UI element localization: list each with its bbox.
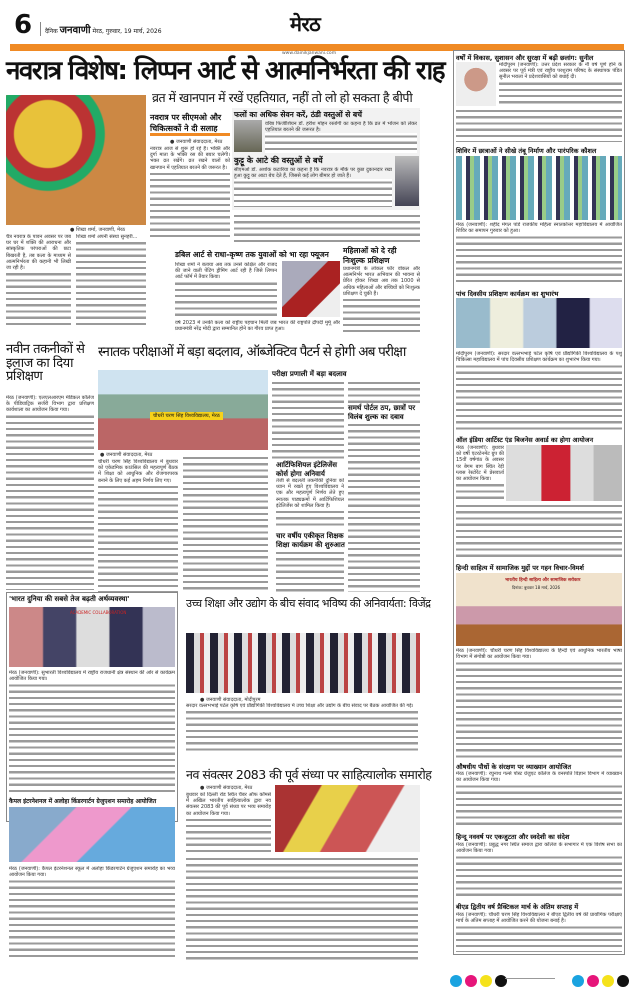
black-mark [617, 975, 629, 987]
magenta-mark [465, 975, 477, 987]
bharat-banner: ACADEMIC COLLABORATION [70, 610, 127, 615]
ucch-byline: ● जनवाणी संवाददाता, मोदीपुरम [200, 697, 261, 703]
exam-col3 [272, 380, 344, 460]
university-photo-label: चौधरी चरण सिंह विश्वविद्यालय, मेरठ [150, 412, 223, 420]
lead-body-col2: शिखा शर्मा अपनी संस्था सुनहरी... [76, 234, 146, 326]
kuttu-headline: कुट्टू के आटे की वस्तुओं से बचें [234, 156, 323, 165]
kids-headline: कैपल इंटरनेशनल में अलोहा किंडरगार्टन ग्रेजुएशन समारोह आयोजित [9, 798, 157, 805]
shivir-photo [456, 156, 622, 220]
samvat-body-2 [186, 856, 418, 961]
panch-photo [456, 298, 622, 348]
artist-photo [282, 261, 340, 317]
kuttu-body: सीएमओ डॉ. अशोक कटारिया का कहना है कि नवरात्र के मौके पर कुछ दुकानदार रखा हुआ कुट्टू का आटा बेच देते हैं, जिससे कई लोग बीमार हो जाते हैं। [234, 167, 392, 207]
kids-body: मेरठ (जनवाणी): कैपल इंटरनेशनल स्कूल में अलोहा किंडरगार्टन ग्रेजुएशन समारोह का भव्य आयोजन किया गया। [9, 866, 175, 961]
award-photo [506, 445, 622, 501]
panch-body: मोदीपुरम (जनवाणी): सरदार वल्लभभाई पटेल कृषि एवं प्रौद्योगिकी विश्वविद्यालय के पशु चिकित्सा महाविद्यालय में पांच दिवसीय प्रशिक्षण कार्यक्रम का शुभारंभ किया गया। [456, 351, 622, 431]
exam-sub-2: आर्टिफिशियल इंटेलिजेंस कोर्स होगा अनिवार्य [276, 461, 337, 478]
samvat-byline: ● जनवाणी संवाददाता, मेरठ [200, 785, 253, 791]
magenta-mark [587, 975, 599, 987]
hindu-body: मेरठ (जनवाणी): प्रबुद्ध नगर स्थित समाज द्वारा कॉलेज के सभागार में एक विशेष सभा का आयोजन किया गया। [456, 842, 622, 900]
bharat-body: मेरठ (जनवाणी): सुभारती विश्वविद्यालय में राष्ट्रीय राजधानी क्षेत्र संस्थान की ओर से कार्यक्रम आयोजित किया गया। [9, 670, 175, 795]
cmo-photo [395, 156, 419, 206]
fusion-tail: वर्ष 2023 में उनकी कला को राष्ट्रीय पहचान मिली जब भारत की राष्ट्रपति द्रौपदी मुर्मू और प्रधानमंत्री नरेंद्र मोदी द्वारा सम्मानित होने का गौरव प्राप्त हुआ। [175, 320, 340, 333]
black-mark [495, 975, 507, 987]
lead-body: चैत्र नवरात्र के पावन अवसर पर जब घर घर में शक्ति की आराधना और सांस्कृतिक परंपराओं की छटा बिखरती है, तब कला के माध्यम से आत्मनिर्भरता की कहानी भी लिखी जा रही है। [6, 234, 71, 326]
lead-headline: नवरात्र विशेष: लिप्पन आर्ट से आत्मनिर्भरता की राह [6, 56, 445, 86]
samvat-photo [275, 785, 420, 852]
hindi-banner-date: दिनांक: बुधवार 18 मार्च, 2026 [512, 585, 561, 590]
ucch-headline: उच्च शिक्षा और उद्योग के बीच संवाद भविष्य की अनिवार्यता: विजेंद्र [186, 597, 431, 610]
aushadh-body: मेरठ (जनवाणी): रघुनाथ गर्ल्स पोस्ट ग्रेजुएट कॉलेज के वनस्पति विज्ञान विभाग में व्याख्यान का आयोजन किया गया। [456, 771, 622, 829]
lippan-art-photo [6, 95, 146, 225]
shivir-body: मेरठ (जनवाणी): शहीद मंगल पांडे राजकीय महिला स्नातकोत्तर महाविद्यालय में आयोजित शिविर का समापन गुरुवार को हुआ। [456, 222, 622, 286]
exam-headline: स्नातक परीक्षाओं में बड़ा बदलाव, ऑब्जेक्टिव पैटर्न से होगी अब परीक्षा [98, 344, 406, 360]
bed-body: मेरठ (जनवाणी): चौधरी चरण सिंह विश्वविद्यालय ने बीएड द्वितीय वर्ष की प्रायोगिक परीक्षाएं मार्च के अंतिम सप्ताह में आयोजित करने की योजना बनाई है। [456, 912, 622, 952]
university-photo [98, 370, 268, 450]
vrat-headline: व्रत में खानपान में रखें एहतियात, नहीं तो लो हो सकता है बीपी [152, 90, 413, 105]
award-body-2 [456, 503, 622, 561]
exam-body: चौधरी चरण सिंह विश्वविद्यालय में बुधवार को एकेडमिक काउंसिल की महत्वपूर्ण बैठक में शिक्षा को आधुनिक और रोजगारपरक बनाने के लिए कई अहम निर्णय लिए गए। [98, 459, 178, 592]
sunil-headline: वर्षों में विकास, सुशासन और सुरक्षा में बढ़ी छलांग: सुनील [456, 54, 594, 62]
site-url[interactable]: www.dainikjanwani.com [282, 51, 337, 56]
vrat-body-cols [234, 213, 420, 245]
exam-sub-4: समर्थ पोर्टल ठप, छात्रों पर विलंब शुल्क का दबाव [348, 404, 416, 421]
newtech-body: मेरठ (जनवाणी): एलएलआरएम मेडिकल कॉलेज के पीडियाट्रिक सर्जरी विभाग द्वारा प्रशिक्षण कार्यशाला का आयोजन किया गया। [6, 395, 94, 590]
newtech-headline: नवीन तकनीकों से इलाज का दिया प्रशिक्षण [6, 342, 85, 385]
hindu-headline: हिन्दू नववर्ष पर एकजुटता और स्वदेशी का संदेश [456, 833, 570, 841]
cyan-mark [450, 975, 462, 987]
ucch-body: सरदार वल्लभभाई पटेल कृषि एवं प्रौद्योगिकी विश्वविद्यालय में उच्च शिक्षा और उद्योग के बीच संवाद पर बैठक आयोजित की गई। [186, 703, 418, 751]
dateline: मेरठ, गुरुवार, 19 मार्च, 2026 [92, 28, 162, 35]
hindi-photo [456, 573, 622, 646]
sunil-body-2 [456, 108, 622, 142]
samvat-headline: नव संवत्सर 2083 की पूर्व संध्या पर साहित्यालोक समारोह [186, 767, 432, 782]
yellow-mark [602, 975, 614, 987]
exam-sub-1: परीक्षा प्रणाली में बड़ा बदलाव [272, 370, 347, 378]
cyan-mark [572, 975, 584, 987]
sunil-photo [456, 62, 496, 106]
vrat-byline: ● जनवाणी संवाददाता, मेरठ [170, 139, 223, 145]
fruit-headline: फलों का अधिक सेवन करें, ठंडी वस्तुओं से बचें [234, 110, 362, 119]
hindi-body: मेरठ (जनवाणी): चौधरी चरण सिंह विश्वविद्यालय के हिन्दी एवं आधुनिक भारतीय भाषा विभाग में संगोष्ठी का आयोजन किया गया। [456, 648, 622, 760]
registration-marks-right [572, 972, 632, 991]
exam-col4-b [348, 422, 420, 592]
page-number: 6 [14, 10, 33, 40]
fusion-body: शिखा शर्मा ने बताया अब तक उनसे कक्षित और राजद की जाने वाली पेंटिंग ड्रीमिंग आर्ट रही है जिसे लिप्पन आर्ट फॉर्म में तैयार किया। [175, 262, 277, 317]
women-training-headline: महिलाओं को दे रही निःशुल्क प्रशिक्षण [343, 246, 397, 265]
masthead [40, 22, 162, 36]
vrat-side-body: नवरात्र आज से शुरू हो रहे हैं। भक्ति और दुर्गा माता के भक्ति रस की बयार चलेगी। भक्त व्रत रखेंगे। व्रत रखने वालों को खानपान में एहतियात बरतने की जरूरत है। [150, 146, 230, 240]
yellow-mark [480, 975, 492, 987]
exam-sub-2-body: तेजी से बदलती तकनीकी दुनिया को ध्यान में रखते हुए विश्वविद्यालय ने एक और महत्वपूर्ण निर्णय लेते हुए स्नातक पाठ्यक्रमों में आर्टिफिशियल इंटेलिजेंस को शामिल किया है। [276, 478, 344, 528]
registration-line [505, 978, 555, 979]
women-training-body: प्रधानमंत्री के लोकल फॉर वोकल और आत्मनिर्भर भारत अभियान की भावना से प्रेरित होकर शिखा अब तक 1000 से अधिक महिलाओं और बच्चियों को निःशुल्क प्रशिक्षण दे चुकी हैं। [343, 266, 420, 334]
samvat-body: बुधवार को दिल्ली रोड स्थित चैंबर ऑफ कॉमर्स में अखिल भारतीय साहित्यालोक द्वारा नव संवत्सर 2083 की पूर्व संध्या पर भव्य समारोह का आयोजन किया गया। [186, 792, 271, 852]
paper-name: जनवाणी [59, 25, 91, 36]
exam-body-2 [183, 455, 268, 592]
masthead-prefix: दैनिक [45, 28, 58, 35]
exam-col4 [348, 380, 420, 404]
hindi-banner: भारतीय हिन्दी साहित्य और सामाजिक सरोकार [505, 578, 581, 583]
bharat-photo [9, 607, 175, 667]
vrat-side-rule [150, 133, 230, 136]
sunil-body: मोदीपुरम (जनवाणी): उत्तर प्रदेश सरकार के नौ वर्ष पूर्ण होने के अवसर पर पूर्व मंत्री एवं राष्ट्रीय परशुराम परिषद के संस्थापक पंडित सुनील भराला ने प्रदेशवासियों को बधाई दी। [499, 62, 622, 106]
award-headline: ऑल इंडिया आर्टिस्ट एंड बिजनेस अवार्ड का होगा आयोजन [456, 436, 594, 444]
section-title: मेरठ [290, 12, 321, 36]
fusion-headline: डबिल आर्ट से राधा-कृष्ण तक युवाओं को भा रहा फ्यूजन [175, 250, 329, 259]
vrat-side-headline: नवरात्र पर सीएमओ और चिकित्सकों ने दी सलाह [150, 113, 222, 133]
bed-headline: बीएड द्वितीय वर्ष प्रैक्टिकल मार्च के अंतिम सप्ताह में [456, 903, 579, 911]
registration-marks-left [450, 972, 510, 991]
doctor-photo [234, 120, 262, 152]
award-body: मेरठ (जनवाणी): बुधवार को वर्षी एंटरटेनमेंट ग्रुप की 15वीं वर्षगांठ के अवसर पर बेगम बाग स्थित रेड़ी ग्लास रेस्टोरेंट में प्रेसवार्ता का आयोजन किया। [456, 445, 504, 500]
exam-byline: ● जनवाणी संवाददाता, मेरठ [100, 452, 153, 458]
kids-photo [9, 807, 175, 862]
exam-col3-b [276, 550, 344, 592]
shivir-headline: शिविर में छात्राओं ने सीखे तंबू निर्माण और पारंपरिक कौशल [456, 147, 597, 155]
exam-sub-3: चार वर्षीय एकीकृत शिक्षक शिक्षा कार्यक्रम की शुरुआत [276, 532, 345, 549]
bharat-headline: 'भारत दुनिया की सबसे तेज बढ़ती अर्थव्यवस्था' [9, 595, 130, 603]
lead-photo-caption: ● शिखा शर्मा, जनवाणी, मेरठ [70, 227, 126, 233]
fruit-body: वरिष्ठ फिजीशियन डॉ. हरीश मोहन रस्तोगी का कहना है कि व्रत में भोजन को लेकर एहतियात बरतने की जरूरत है। [265, 121, 417, 153]
aushadh-headline: औषधीय पौधों के संरक्षण पर व्याख्यान आयोजित [456, 763, 572, 771]
panch-headline: पांच दिवसीय प्रशिक्षण कार्यक्रम का शुभारंभ [456, 290, 559, 298]
hindi-headline: हिन्दी साहित्य में सामाजिक मुद्दों पर गहन विचार-विमर्श [456, 564, 584, 572]
ucch-group-photo [186, 633, 420, 693]
